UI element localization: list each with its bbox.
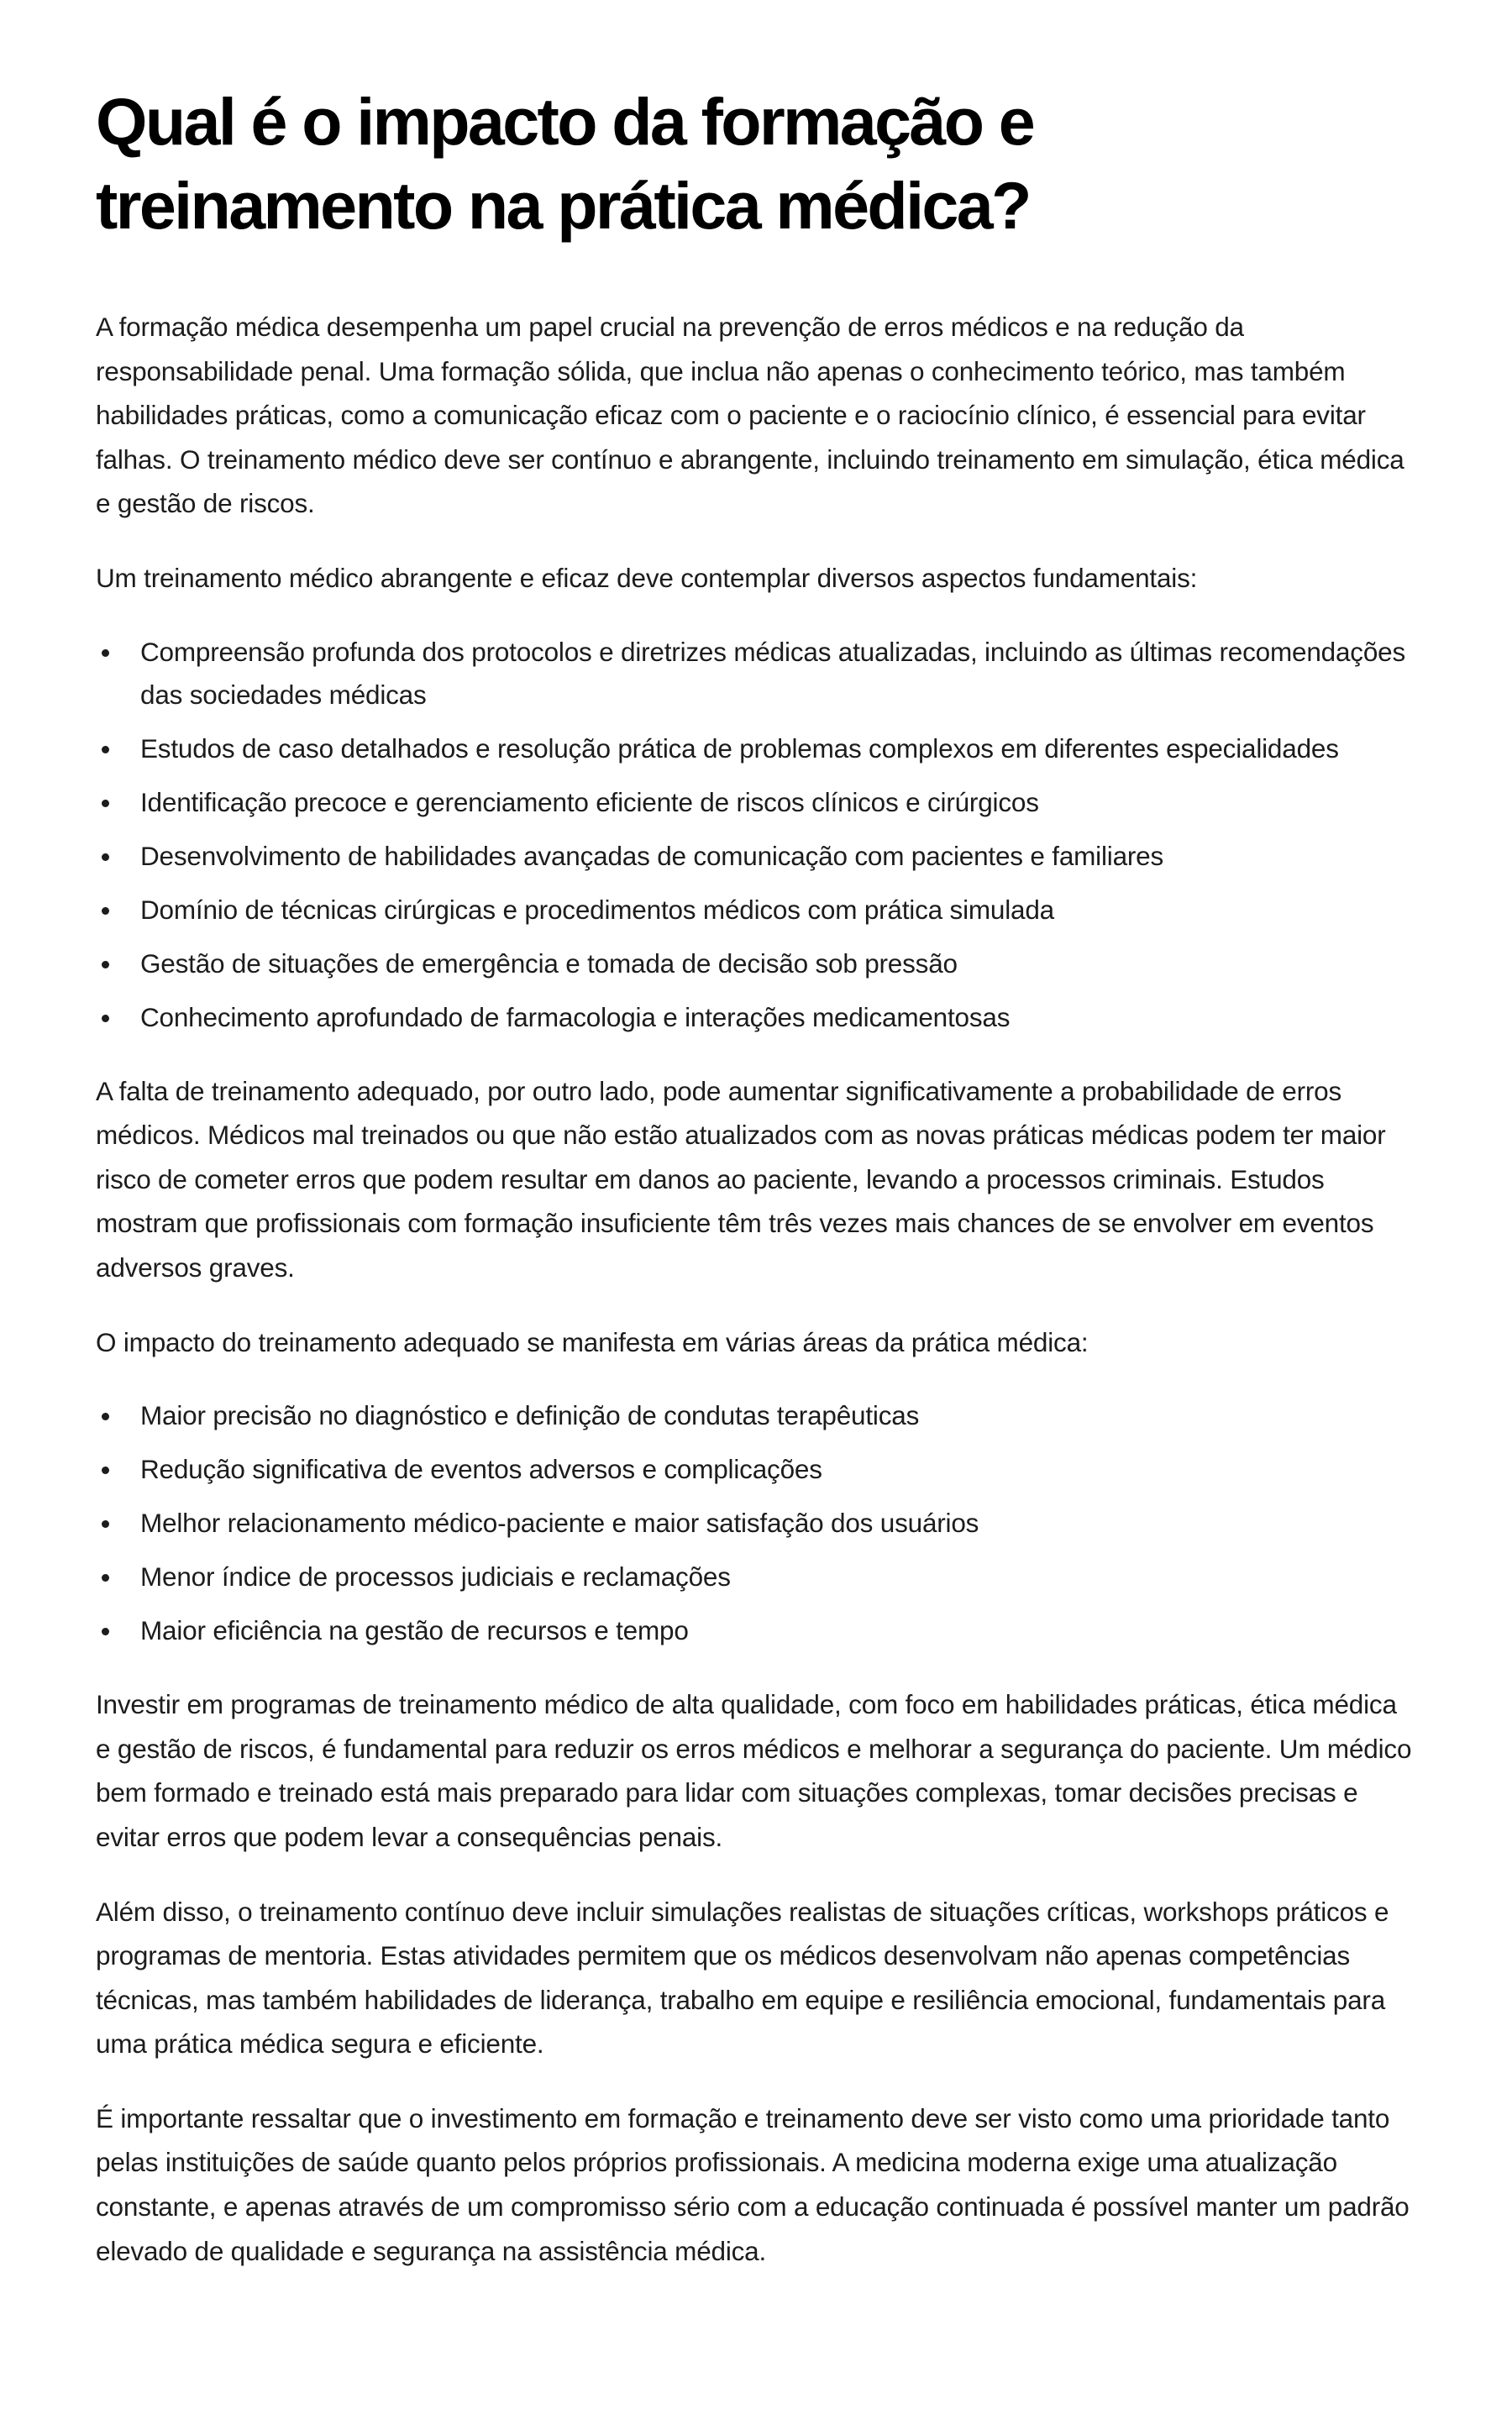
list-item-text: Melhor relacionamento médico-paciente e maior satisfação dos usuários <box>140 1508 979 1539</box>
list-item-text: Menor índice de processos judiciais e reclamações <box>140 1561 731 1593</box>
list-item-text: Estudos de caso detalhados e resolução prática de problemas complexos em diferentes especialidades <box>140 732 1339 764</box>
page-title: Qual é o impacto da formação e treinamento na prática médica? <box>96 84 1034 243</box>
list-item-text: Gestão de situações de emergência e tomada de decisão sob pressão <box>140 947 958 979</box>
bullet-icon <box>102 746 109 753</box>
list-item <box>96 996 1418 1039</box>
list-item <box>96 1448 1418 1491</box>
list-item <box>96 1609 1418 1652</box>
bullet-icon <box>102 1467 109 1474</box>
bullet-icon <box>102 800 109 807</box>
list-item <box>96 1502 1418 1545</box>
bullet-icon <box>102 1413 109 1420</box>
list-item-text: Compreensão profunda dos protocolos e diretrizes médicas atualizadas, incluindo as últimas recomendações das sociedades médicas <box>140 636 1406 710</box>
intro-paragraph: A formação médica desempenha um papel crucial na prevenção de erros médicos e na redução da responsabilidade penal. Uma formação sólida, que inclua não apenas o conhecimento teórico, mas também habilidades práticas, como a comunicação eficaz com o paciente e o raciocínio clínico, é essencial para evitar falhas. O treinamento médico deve ser contínuo e abrangente, incluindo treinamento em simulação, ética médica e gestão de riscos. <box>96 312 1404 519</box>
aspects-lead-paragraph: Um treinamento médico abrangente e eficaz deve contemplar diversos aspectos fundamentais: <box>96 562 1198 593</box>
impact-list <box>96 1394 1418 1652</box>
list-item <box>96 1556 1418 1598</box>
list-item <box>96 942 1418 985</box>
list-item-text: Maior precisão no diagnóstico e definição de condutas terapêuticas <box>140 1400 920 1431</box>
list-item <box>96 835 1418 878</box>
list-item-text: Desenvolvimento de habilidades avançadas de comunicação com pacientes e familiares <box>140 840 1164 871</box>
list-item <box>96 1394 1418 1437</box>
list-item <box>96 781 1418 824</box>
bullet-icon <box>102 1520 109 1528</box>
list-item-text: Redução significativa de eventos adversos e complicações <box>140 1454 822 1485</box>
list-item-text: Conhecimento aprofundado de farmacologia e interações medicamentosas <box>140 1001 1011 1032</box>
bullet-icon <box>102 649 109 657</box>
bullet-icon <box>102 907 109 915</box>
bullet-icon <box>102 1628 109 1635</box>
list-item <box>96 889 1418 931</box>
list-item-text: Identificação precoce e gerenciamento eficiente de riscos clínicos e cirúrgicos <box>140 786 1039 817</box>
continuous-training-paragraph: Além disso, o treinamento contínuo deve incluir simulações realistas de situações críticas, workshops práticos e programas de mentoria. Estas atividades permitem que os médicos desenvolvam não apenas competências técnicas, mas também habilidades de liderança, trabalho em equipe e resiliência emocional, fundamentais para uma prática médica segura e eficiente. <box>96 1896 1389 2060</box>
list-item <box>96 631 1418 716</box>
conclusion-paragraph: É importante ressaltar que o investimento em formação e treinamento deve ser visto como uma prioridade tanto pelas instituições de saúde quanto pelos próprios profissionais. A medicina moderna exige uma atualização constante, e apenas através de um compromisso sério com a educação continuada é possível manter um padrão elevado de qualidade e segurança na assistência médica. <box>96 2102 1410 2266</box>
bullet-icon <box>102 1574 109 1582</box>
list-item <box>96 727 1418 770</box>
lack-of-training-paragraph: A falta de treinamento adequado, por outro lado, pode aumentar significativamente a probabilidade de erros médicos. Médicos mal treinados ou que não estão atualizados com as novas práticas médicas podem ter maior risco de cometer erros que podem resultar em danos ao paciente, levando a processos criminais. Estudos mostram que profissionais com formação insuficiente têm três vezes mais chances de se envolver em eventos adversos graves. <box>96 1075 1386 1283</box>
list-item-text: Domínio de técnicas cirúrgicas e procedimentos médicos com prática simulada <box>140 894 1054 925</box>
list-item-text: Maior eficiência na gestão de recursos e tempo <box>140 1615 689 1646</box>
bullet-icon <box>102 961 109 968</box>
bullet-icon <box>102 853 109 861</box>
investment-paragraph: Investir em programas de treinamento médico de alta qualidade, com foco em habilidades práticas, ética médica e gestão de riscos, é fundamental para reduzir os erros médicos e melhorar a segurança do paciente. Um médico bem formado e treinado está mais preparado para lidar com situações complexas, tomar decisões precisas e evitar erros que podem levar a consequências penais. <box>96 1689 1412 1852</box>
bullet-icon <box>102 1015 109 1022</box>
aspects-list <box>96 631 1418 1039</box>
impact-lead-paragraph: O impacto do treinamento adequado se manifesta em várias áreas da prática médica: <box>96 1326 1089 1357</box>
